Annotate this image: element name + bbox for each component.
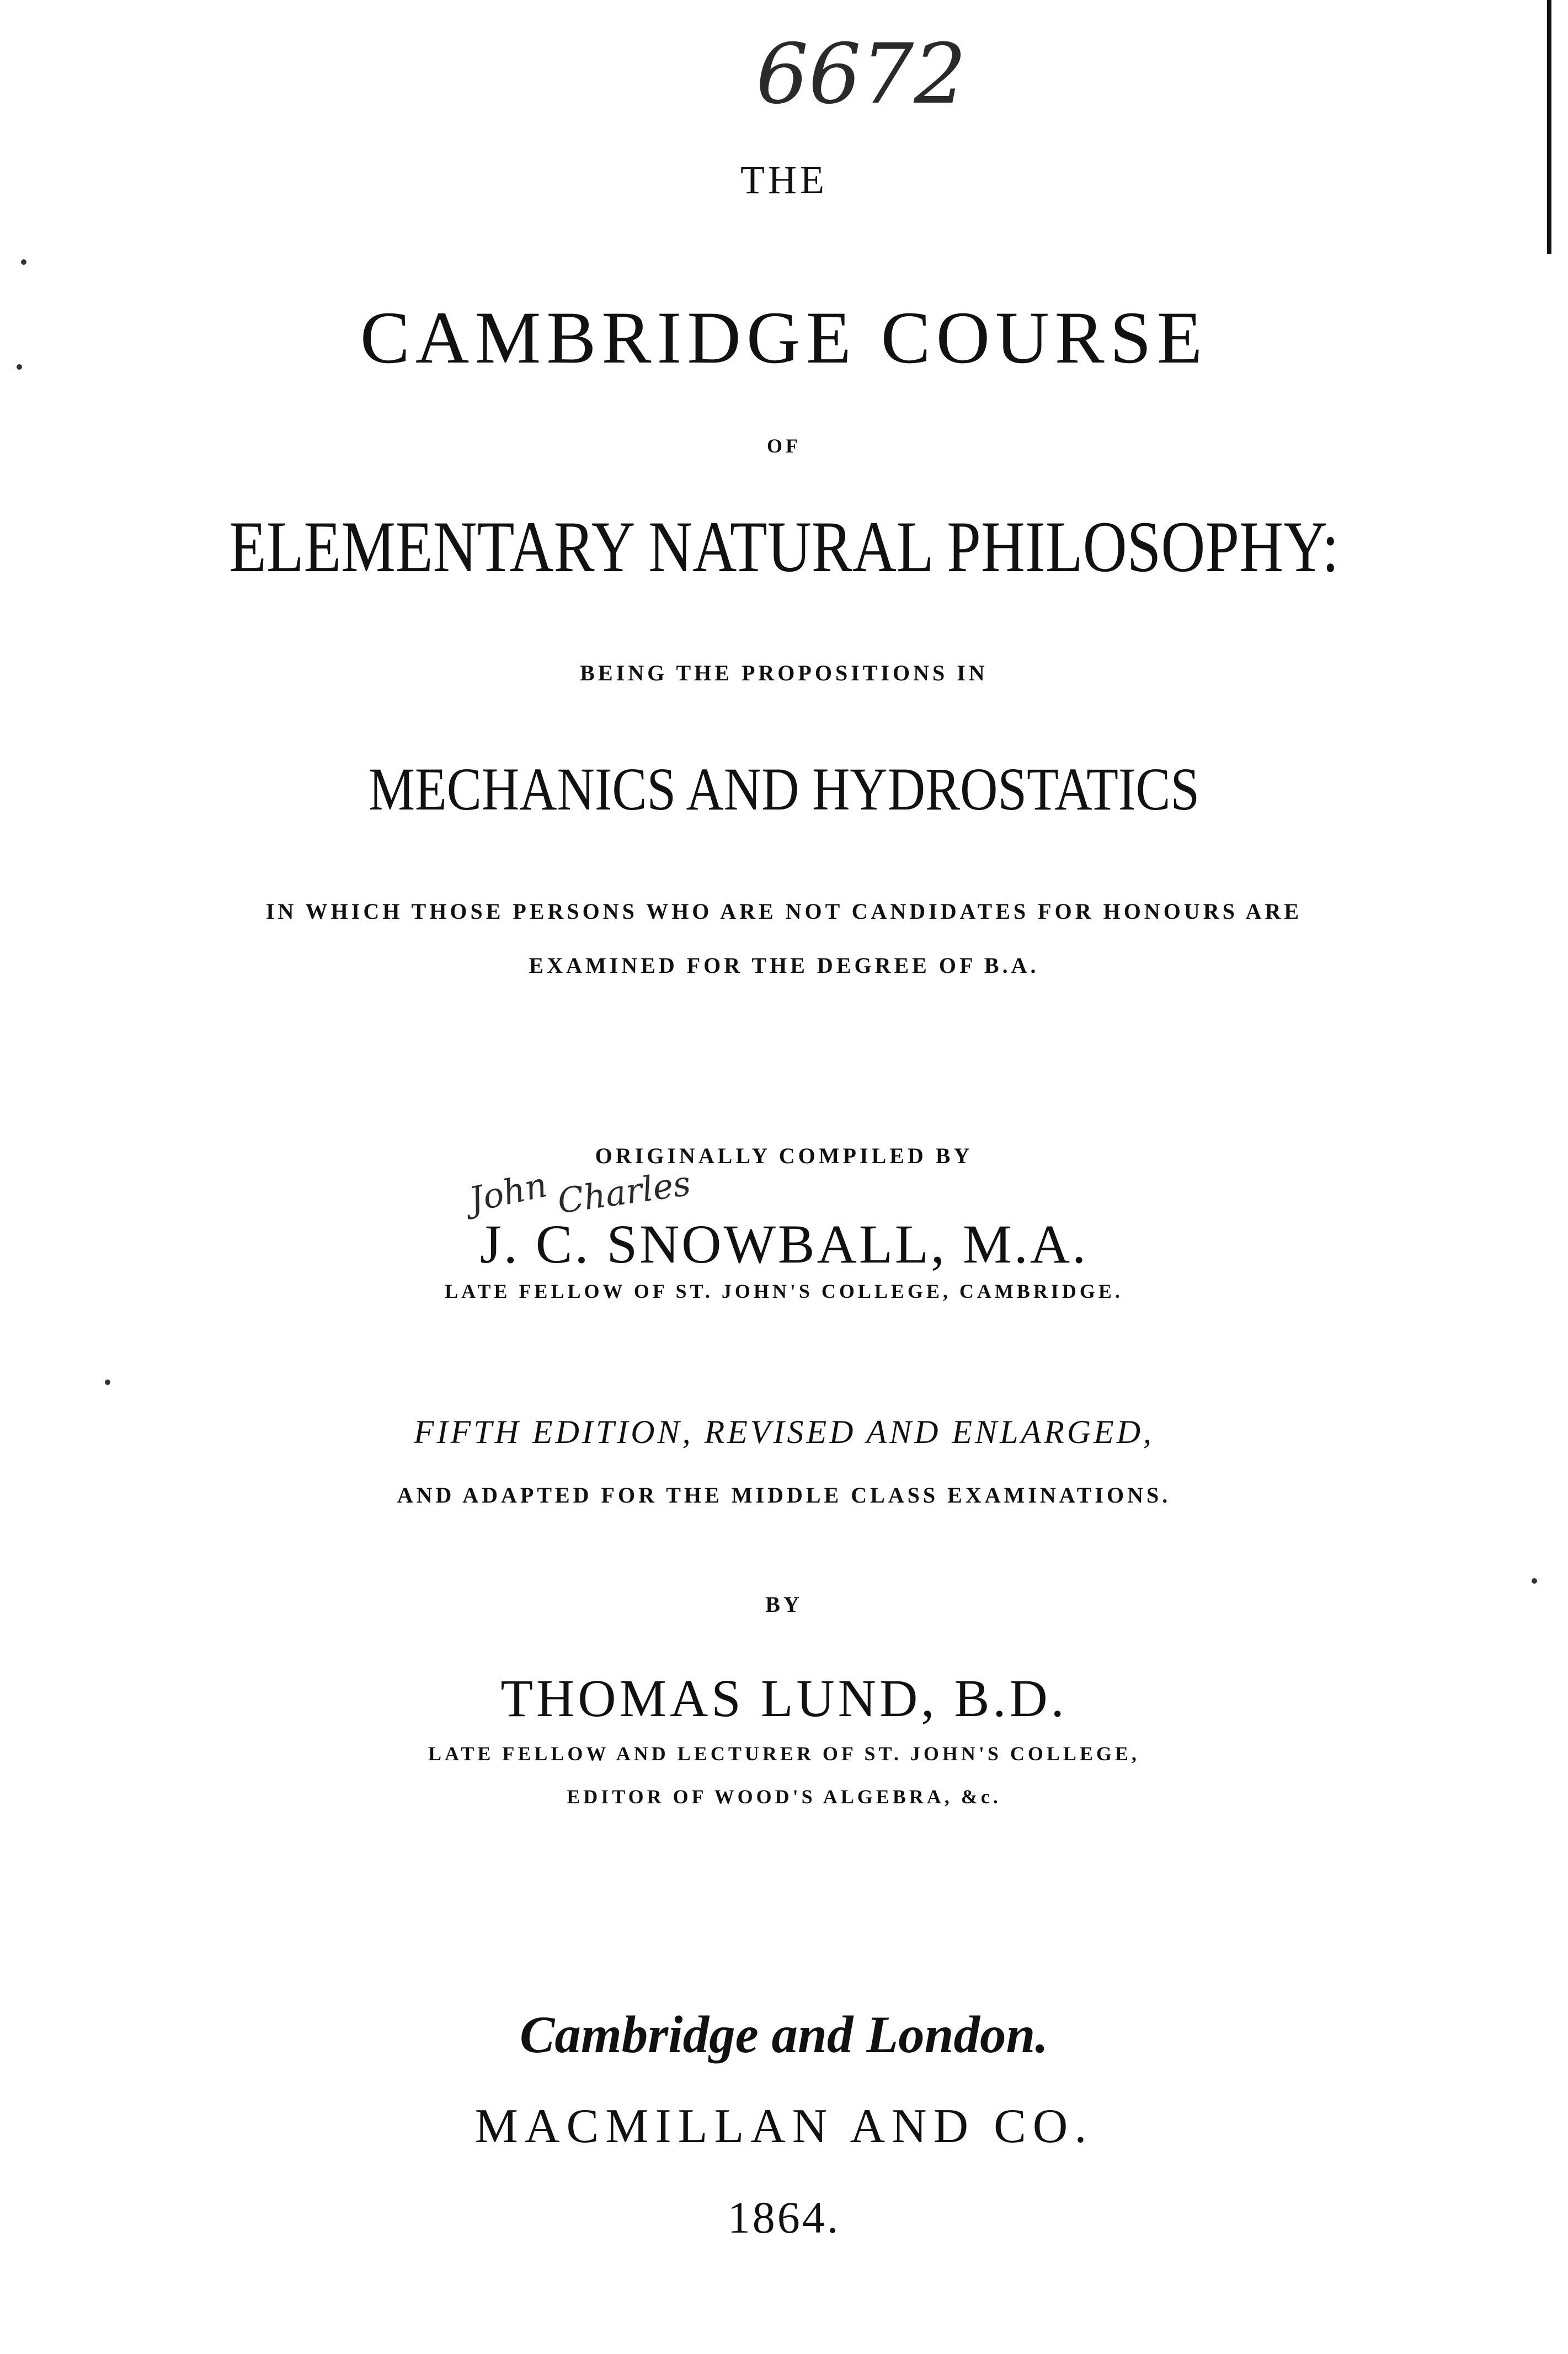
title-of: OF <box>767 435 801 457</box>
subtitle-subjects: MECHANICS AND HYDROSTATICS <box>368 755 1200 823</box>
by-label: BY <box>765 1592 803 1617</box>
scan-speck <box>1532 1578 1537 1584</box>
description-line-1: IN WHICH THOSE PERSONS WHO ARE NOT CANDIDATES FOR HONOURS ARE <box>265 899 1303 924</box>
scan-speck <box>17 364 22 370</box>
title-line-cambridge-course: CAMBRIDGE COURSE <box>360 297 1208 379</box>
title-the: THE <box>740 158 828 202</box>
publication-year: 1864. <box>727 2192 841 2243</box>
editor-name: THOMAS LUND, B.D. <box>500 1669 1068 1728</box>
handwritten-forename-j: John <box>465 1164 551 1220</box>
editor-affiliation-line-2: EDITOR OF WOOD'S ALGEBRA, &c. <box>567 1786 1001 1808</box>
title-line-elementary-natural-philosophy: ELEMENTARY NATURAL PHILOSOPHY: <box>229 506 1339 587</box>
handwritten-forename-c: Charles <box>555 1163 694 1222</box>
editor-affiliation-line-1: LATE FELLOW AND LECTURER OF ST. JOHN'S COLLEGE, <box>428 1743 1140 1765</box>
compiled-by-label: ORIGINALLY COMPILED BY <box>595 1143 973 1168</box>
imprint-place: Cambridge and London. <box>519 2005 1049 2064</box>
adaptation-statement: AND ADAPTED FOR THE MIDDLE CLASS EXAMINATIONS. <box>397 1483 1171 1508</box>
original-author-name: J. C. SNOWBALL, M.A. <box>479 1213 1089 1275</box>
scan-speck <box>21 259 26 265</box>
scan-speck <box>105 1380 110 1385</box>
subtitle-intro: BEING THE PROPOSITIONS IN <box>580 661 988 685</box>
publisher-name: MACMILLAN AND CO. <box>474 2100 1094 2153</box>
description-line-2: EXAMINED FOR THE DEGREE OF B.A. <box>529 953 1039 978</box>
edition-statement: FIFTH EDITION, REVISED AND ENLARGED, <box>413 1414 1155 1450</box>
handwritten-shelf-number: 6672 <box>756 26 967 123</box>
margin-scan-edge <box>1547 0 1551 254</box>
original-author-affiliation: LATE FELLOW OF ST. JOHN'S COLLEGE, CAMBRIDGE. <box>445 1280 1123 1302</box>
